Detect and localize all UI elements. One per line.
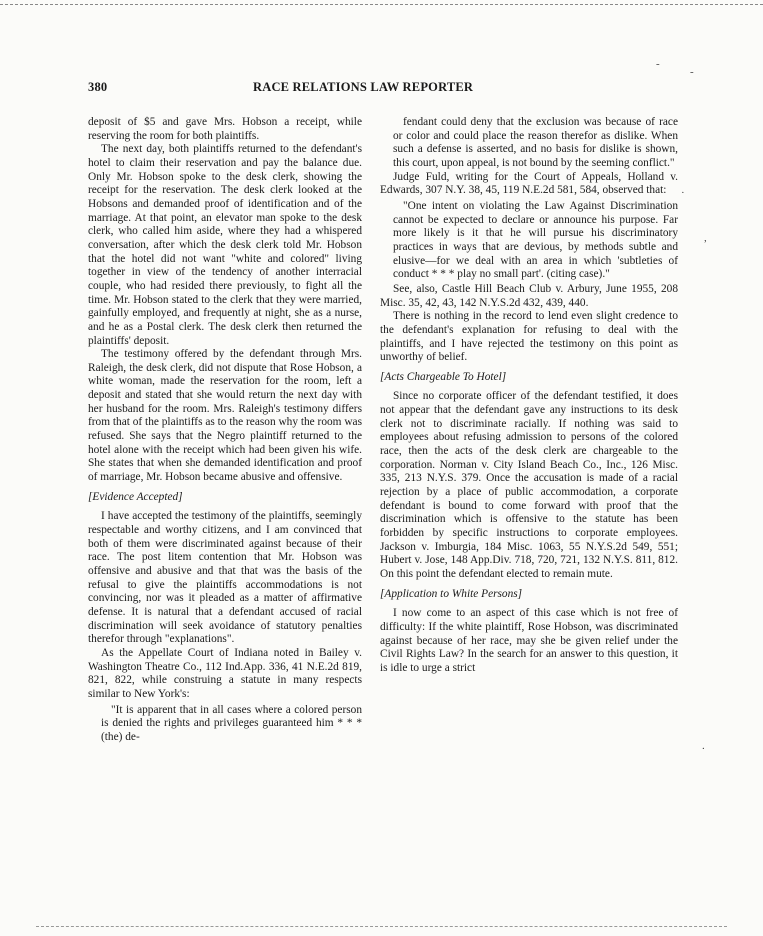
scan-speck: -: [656, 58, 660, 70]
bottom-edge-divider: [36, 926, 727, 927]
paragraph: I have accepted the testimony of the plaintiffs, seemingly respectable and worthy citizens, and I am convinced that both of them were discriminated against because of their race. The post litem contention that Mr. Hobson was offensive and abusive and that that was the basis of the refusal to give the plaintiffs accommodations is not convincing, nor was it pleaded as a matter of affirmative defense. It is natural that a defendant accused of racial discrimination will seek avoidance of statutory penalties therefor through "explanations".: [88, 510, 362, 646]
block-quote: fendant could deny that the exclusion was because of race or color and could place the reason therefor as dislike. When such a defense is asserted, and no basis for dislike is shown, this court, upon appeal, is not bound by the seeming conflict.": [393, 116, 678, 169]
section-heading-acts-chargeable: [Acts Chargeable To Hotel]: [380, 370, 507, 383]
left-column: [88, 116, 362, 745]
scan-speck: ,: [704, 232, 707, 244]
paragraph: The next day, both plaintiffs returned to the defendant's hotel to claim their reservation and pay the balance due. Only Mr. Hobson spoke to the desk clerk, showing the receipt for the reservation. The desk clerk looked at the Hobsons and demanded proof of identification and of the marriage. At that point, an elevator man spoke to the desk clerk, who called him aside, where they had a whispered conversation, after which the desk clerk told Mr. Hobson that the hotel did not want "white and colored" living together in view of the tendency of another interracial couple, who had resided there previously, to fight all the time. Mr. Hobson stated to the clerk that they were married, gainfully employed, and frequently at night, she as a nurse, and he as a Postal clerk. The desk clerk then returned the plaintiffs' deposit.: [88, 143, 362, 347]
right-column: [380, 116, 678, 676]
paragraph: deposit of $5 and gave Mrs. Hobson a receipt, while reserving the room for both plaintiffs.: [88, 116, 362, 142]
scan-speck: .: [702, 740, 705, 752]
paragraph: Since no corporate officer of the defendant testified, it does not appear that the defendant gave any instructions to its desk clerk not to discriminate racially. If nothing was said to employees about refusing admission to persons of the colored race, then the acts of the desk clerk are chargeable to the corporation. Norman v. City Island Beach Co., Inc., 126 Misc. 335, 213 N.Y.S. 379. Once the accusation is made of a racial rejection by a place of public accommodation, a corporate defendant is bound to come forward with proof that the discrimination which is offensive to the statute has been forbidden by specific instructions to corporate employees. Jackson v. Imburgia, 184 Misc. 1063, 55 N.Y.S.2d 549, 551; Hubert v. Jose, 148 App.Div. 718, 720, 721, 132 N.Y.S. 811, 812. On this point the defendant elected to remain mute.: [380, 390, 678, 580]
scan-speck: -: [690, 66, 694, 78]
page-number: 380: [88, 80, 108, 94]
paragraph: See, also, Castle Hill Beach Club v. Arbury, June 1955, 208 Misc. 35, 42, 43, 142 N.Y.S.2d 432, 439, 440.: [380, 282, 678, 309]
running-head: RACE RELATIONS LAW REPORTER: [253, 80, 474, 94]
scan-speck: ·: [681, 187, 685, 199]
block-quote: "It is apparent that in all cases where a colored person is denied the rights and privileges guaranteed him * * * (the) de-: [101, 703, 362, 743]
section-heading-application-white-persons: [Application to White Persons]: [380, 587, 523, 600]
paragraph: Judge Fuld, writing for the Court of Appeals, Holland v. Edwards, 307 N.Y. 38, 45, 119 N.E.2d 581, 584, observed that:: [380, 170, 678, 197]
paragraph: There is nothing in the record to lend even slight credence to the defendant's explanation for refusing to deal with the plaintiffs, and I have rejected the testimony on this point as unworthy of belief.: [380, 310, 678, 364]
section-heading-evidence-accepted: [Evidence Accepted]: [88, 490, 183, 503]
paragraph: I now come to an aspect of this case which is not free of difficulty: If the white plaintiff, Rose Hobson, was discriminated against because of her race, may she be given relief under the Civil Rights Law? In the search for an answer to this question, it is idle to urge a strict: [380, 607, 678, 674]
paragraph: As the Appellate Court of Indiana noted in Bailey v. Washington Theatre Co., 112 Ind.App. 336, 41 N.E.2d 819, 821, 822, while construing a statute in many respects similar to New York's:: [88, 646, 362, 700]
paragraph: The testimony offered by the defendant through Mrs. Raleigh, the desk clerk, did not dispute that Rose Hobson, a white woman, made the reservation for the room, left a deposit and stated that she would return the next day with her husband for the room. Mrs. Raleigh's testimony differs from that of the plaintiffs as to the reason why the room was refused. She says that the Negro plaintiff returned to the hotel alone with the receipt which had been given his wife. She states that when she demanded identification and proof of marriage, Mr. Hobson became abusive and offensive.: [88, 348, 362, 484]
top-edge-divider: [0, 4, 763, 5]
block-quote: "One intent on violating the Law Against Discrimination cannot be expected to declare or announce his purpose. Far more likely is it that he will pursue his discriminatory practices in ways that are devious, by methods subtle and elusive—for we deal with an area in which 'subtleties of conduct * * * play no small part'. (citing case).": [393, 199, 678, 281]
